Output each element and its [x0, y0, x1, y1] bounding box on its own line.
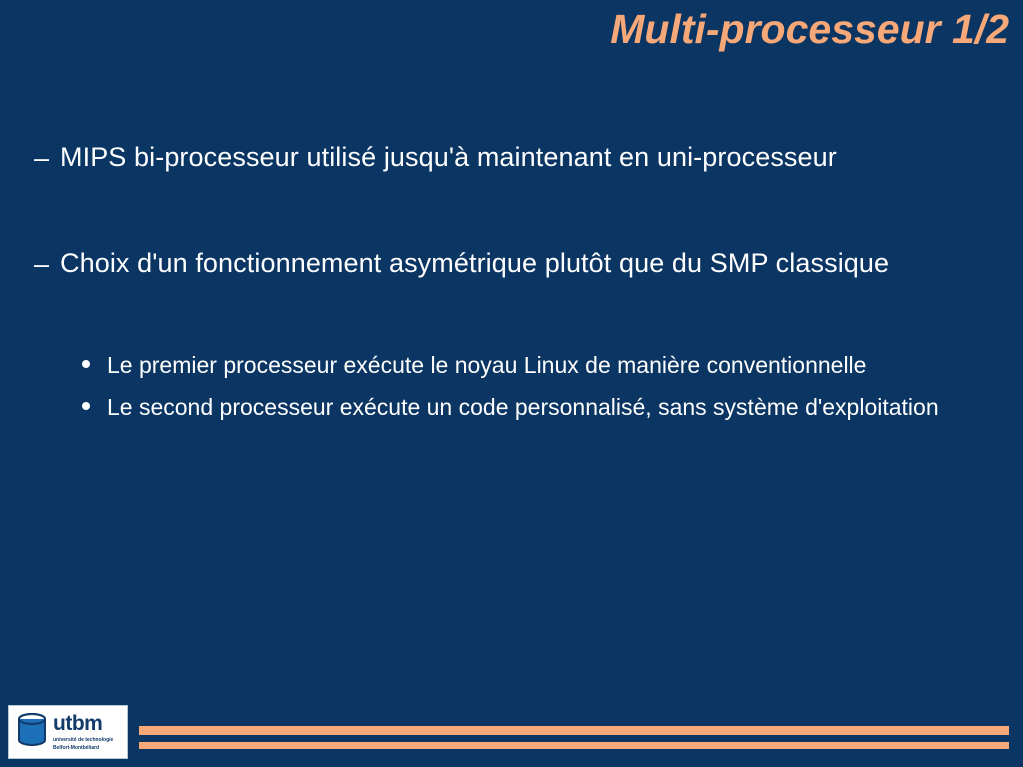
list-item-text: Le second processeur exécute un code personnalisé, sans système d'exploitation [107, 394, 939, 421]
list-item [76, 350, 984, 382]
dash-bullet-icon: – [34, 143, 50, 173]
list-item [76, 392, 984, 424]
dot-bullet-icon [82, 402, 90, 410]
logo-subtitle: université de technologie Belfort-Montbéliard [53, 737, 114, 751]
logo [8, 705, 128, 759]
sub-list [76, 350, 984, 424]
footer-accent-bars [139, 726, 1009, 749]
accent-bar-bottom [139, 742, 1009, 749]
bullet-spacer [34, 190, 984, 246]
dot-bullet-icon [82, 360, 90, 368]
slide-body [34, 140, 984, 435]
dash-bullet-icon: – [34, 248, 50, 279]
list-item-text: Le premier processeur exécute le noyau Linux de manière conventionnelle [107, 351, 867, 378]
accent-bar-top [139, 726, 1009, 735]
logo-text: utbm [53, 712, 103, 735]
list-item-text: Choix d'un fonctionnement asymétrique plutôt que du SMP classique [60, 247, 890, 278]
page-title: Multi-processeur 1/2 [610, 6, 1009, 52]
list-item-text: MIPS bi-processeur utilisé jusqu'à maintenant en uni-processeur [60, 142, 837, 172]
list-item [34, 246, 984, 282]
cylinder-logo-icon [17, 713, 47, 747]
list-item [34, 140, 984, 176]
